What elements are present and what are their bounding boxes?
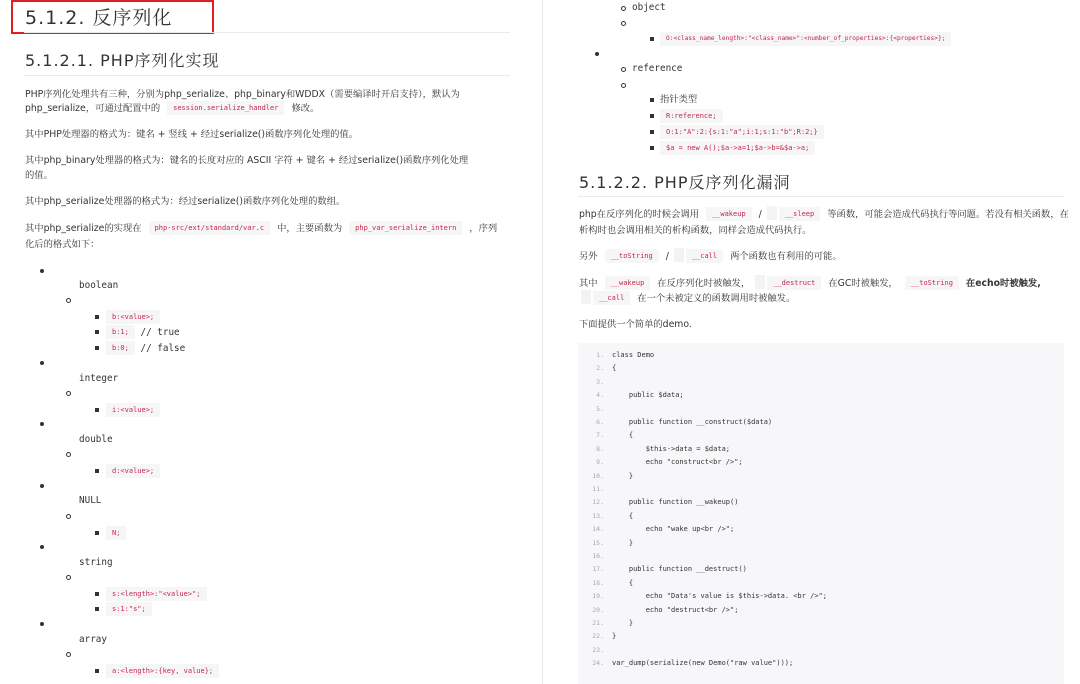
list-bullet bbox=[95, 408, 99, 412]
code-line bbox=[578, 590, 1058, 603]
inline-code-var-c: php-src/ext/standard/var.c bbox=[149, 221, 271, 235]
line-number: 2. bbox=[596, 364, 604, 373]
vuln-text: 在一个未被定义的函数调用时被触发。 bbox=[637, 293, 796, 304]
inline-code-sleep: __sleep bbox=[779, 207, 821, 221]
list-bullet bbox=[40, 269, 44, 273]
code-text: } bbox=[612, 632, 617, 641]
code-line bbox=[578, 443, 1058, 456]
reference-item bbox=[660, 141, 815, 156]
code-text: { bbox=[612, 511, 634, 520]
list-bullet bbox=[650, 37, 654, 41]
code-text: echo "destruct<br />"; bbox=[612, 605, 739, 614]
code-gap bbox=[767, 206, 777, 220]
code-text: echo "construct<br />"; bbox=[612, 458, 743, 467]
php-binary-line-2: 的值。 bbox=[25, 170, 53, 181]
vuln-text: 另外 bbox=[579, 251, 598, 262]
list-bullet bbox=[650, 98, 654, 102]
code-text: public $data; bbox=[612, 391, 684, 400]
code-line bbox=[578, 577, 1058, 590]
list-bullet bbox=[621, 67, 626, 72]
reference-code: R:reference; bbox=[660, 109, 723, 123]
list-bullet bbox=[95, 669, 99, 673]
line-number: 19. bbox=[592, 592, 604, 601]
list-bullet bbox=[95, 315, 99, 319]
impl-text-b: 中，主要函数为 bbox=[277, 223, 343, 234]
subheading-rule bbox=[578, 196, 1064, 197]
vuln-text: 在反序列化时被触发， bbox=[657, 278, 751, 289]
format-item bbox=[106, 464, 160, 479]
list-bullet bbox=[650, 130, 654, 134]
line-number: 22. bbox=[592, 632, 604, 641]
code-line bbox=[578, 483, 1058, 496]
inline-code-serialize-intern: php_var_serialize_intern bbox=[349, 221, 462, 235]
line-number: 5. bbox=[596, 404, 604, 413]
format-comment: // false bbox=[140, 343, 186, 354]
code-line bbox=[578, 644, 1058, 657]
vuln-text: 在echo时被触发, bbox=[965, 278, 1041, 289]
line-number: 1. bbox=[596, 351, 604, 359]
inline-code-wakeup: __wakeup bbox=[706, 207, 752, 221]
line-number: 3. bbox=[596, 377, 604, 386]
format-code: b:<value>; bbox=[106, 310, 160, 324]
format-code: i:<value>; bbox=[106, 403, 160, 417]
vuln-text: 两个函数也有利用的可能。 bbox=[730, 251, 842, 262]
type-reference: reference bbox=[632, 63, 683, 74]
type-double: double bbox=[79, 434, 113, 445]
code-line bbox=[578, 510, 1058, 523]
vuln-text: 在GC时被触发， bbox=[828, 278, 898, 289]
list-bullet bbox=[66, 514, 71, 519]
code-line bbox=[578, 362, 1058, 375]
slash-separator: / bbox=[665, 251, 669, 262]
code-gap bbox=[755, 275, 765, 289]
reference-code: $a = new A();$a->a=1;$a->b=&$a->a; bbox=[660, 141, 815, 155]
line-number: 12. bbox=[592, 498, 604, 507]
vuln-text: 其中 bbox=[579, 278, 598, 289]
list-bullet bbox=[40, 545, 44, 549]
format-code: s:1:"s"; bbox=[106, 602, 152, 616]
code-line bbox=[578, 389, 1058, 402]
line-number: 8. bbox=[596, 444, 604, 453]
format-item bbox=[106, 403, 160, 418]
line-number: 18. bbox=[592, 578, 604, 587]
format-item bbox=[106, 664, 219, 679]
reference-code: O:1:"A":2:{s:1:"a";i:1;s:1:"b";R:2;} bbox=[660, 125, 824, 139]
code-line bbox=[578, 376, 1058, 389]
vuln-para-3-line-2 bbox=[579, 290, 795, 308]
format-item bbox=[106, 587, 207, 602]
format-item bbox=[106, 341, 185, 356]
list-bullet bbox=[621, 21, 626, 26]
list-bullet bbox=[650, 114, 654, 118]
line-number: 6. bbox=[596, 418, 604, 426]
code-line bbox=[578, 403, 1058, 416]
code-line bbox=[578, 550, 1058, 563]
reference-item bbox=[660, 125, 824, 140]
heading-rule bbox=[24, 32, 510, 33]
list-bullet bbox=[95, 346, 99, 350]
list-bullet bbox=[66, 298, 71, 303]
type-array: array bbox=[79, 634, 107, 645]
code-line bbox=[578, 617, 1058, 630]
code-gap bbox=[581, 290, 591, 304]
format-item bbox=[106, 325, 180, 340]
list-bullet bbox=[95, 469, 99, 473]
right-column bbox=[546, 0, 1080, 684]
code-line bbox=[578, 416, 1058, 429]
code-line bbox=[578, 563, 1058, 576]
list-bullet bbox=[95, 592, 99, 596]
code-text: { bbox=[612, 364, 617, 373]
vuln-para-2 bbox=[579, 248, 842, 266]
type-boolean: boolean bbox=[79, 280, 119, 291]
object-format-code: O:<class_name_length>:"<class_name>":<number_of_properties>:{<properties>}; bbox=[660, 32, 951, 46]
demo-code-block bbox=[578, 343, 1064, 684]
type-null: NULL bbox=[79, 495, 102, 506]
list-bullet bbox=[66, 452, 71, 457]
code-line bbox=[578, 349, 1058, 362]
inline-code-destruct: __destruct bbox=[767, 276, 821, 290]
format-item bbox=[106, 310, 160, 325]
inline-code-call: __call bbox=[686, 249, 723, 263]
code-text: echo "Data's value is $this->data. <br />"; bbox=[612, 592, 827, 601]
format-code: b:0; bbox=[106, 341, 135, 355]
vuln-para-1-line-2: 析构时也会调用相关的析构函数，同样会造成代码执行。 bbox=[579, 225, 812, 236]
line-number: 15. bbox=[592, 538, 604, 547]
php-binary-line-1: 其中php_binary处理器的格式为：键名的长度对应的 ASCII 字符 + 键名 + 经过serialize()函数序列化处理 bbox=[25, 155, 469, 166]
code-gap bbox=[674, 248, 684, 262]
list-bullet bbox=[621, 6, 626, 11]
php-serialize-paragraph: 其中php_serialize处理器的格式为：经过serialize()函数序列化处理的数组。 bbox=[25, 196, 346, 207]
list-bullet bbox=[40, 622, 44, 626]
subsection-heading-php-serialization: 5.1.2.1. PHP序列化实现 bbox=[25, 51, 220, 70]
subsection-heading-php-deserialization-vuln: 5.1.2.2. PHP反序列化漏洞 bbox=[579, 173, 791, 192]
code-text: { bbox=[612, 578, 634, 587]
line-number: 21. bbox=[592, 619, 604, 627]
impl-line-2: 化后的格式如下： bbox=[25, 239, 100, 250]
line-number: 16. bbox=[592, 552, 604, 560]
object-format-item bbox=[660, 32, 951, 46]
type-integer: integer bbox=[79, 373, 119, 384]
section-heading-deserialization: 5.1.2. 反序列化 bbox=[25, 7, 173, 29]
inline-code-wakeup: __wakeup bbox=[605, 276, 651, 290]
code-line bbox=[578, 537, 1058, 550]
demo-intro: 下面提供一个简单的demo. bbox=[579, 319, 692, 330]
list-bullet bbox=[40, 361, 44, 365]
line-number: 9. bbox=[596, 458, 604, 467]
type-string: string bbox=[79, 557, 113, 568]
list-bullet bbox=[621, 83, 626, 88]
line-number: 24. bbox=[592, 659, 604, 668]
list-bullet bbox=[650, 146, 654, 150]
code-line bbox=[578, 523, 1058, 536]
format-code: b:1; bbox=[106, 325, 135, 339]
list-bullet bbox=[40, 484, 44, 488]
intro-line-2-a: php_serialize，可通过配置中的 bbox=[25, 103, 161, 114]
php-handler-paragraph: 其中PHP处理器的格式为：键名 + 竖线 + 经过serialize()函数序列化处理的值。 bbox=[25, 129, 359, 140]
line-number: 17. bbox=[592, 565, 604, 574]
slash-separator: / bbox=[758, 209, 762, 220]
line-number: 13. bbox=[592, 511, 604, 520]
code-line bbox=[578, 630, 1058, 643]
list-bullet bbox=[66, 391, 71, 396]
format-code: d:<value>; bbox=[106, 464, 160, 478]
code-line bbox=[578, 657, 1058, 670]
list-bullet bbox=[95, 607, 99, 611]
code-text: echo "wake up<br />"; bbox=[612, 525, 735, 534]
list-bullet bbox=[95, 531, 99, 535]
code-line bbox=[578, 470, 1058, 483]
line-number: 23. bbox=[592, 645, 604, 654]
code-text: $this->data = $data; bbox=[612, 444, 731, 453]
code-text: public function __destruct() bbox=[612, 565, 747, 574]
line-number: 7. bbox=[596, 431, 604, 440]
column-divider bbox=[542, 0, 543, 684]
code-text: public function __wakeup() bbox=[612, 498, 739, 507]
inline-code-tostring: __toString bbox=[605, 249, 659, 263]
list-bullet bbox=[66, 652, 71, 657]
line-number: 14. bbox=[592, 525, 604, 534]
reference-item bbox=[660, 109, 723, 124]
inline-code-serialize-handler: session.serialize_handler bbox=[167, 101, 284, 115]
vuln-text: 等函数，可能会造成代码执行等问题。若没有相关函数，在 bbox=[827, 209, 1069, 220]
list-bullet bbox=[595, 52, 599, 56]
code-line bbox=[578, 604, 1058, 617]
code-text: } bbox=[612, 538, 634, 547]
intro-line-2-b: 修改。 bbox=[291, 103, 320, 114]
type-object: object bbox=[632, 2, 666, 13]
format-comment: // true bbox=[140, 327, 180, 338]
vuln-text: php在反序列化的时候会调用 bbox=[579, 209, 699, 220]
line-number: 11. bbox=[592, 485, 604, 493]
subheading-rule bbox=[24, 75, 510, 76]
reference-item-pointer: 指针类型 bbox=[660, 94, 698, 105]
code-line bbox=[578, 456, 1058, 469]
code-text: } bbox=[612, 471, 634, 480]
code-text: } bbox=[612, 619, 634, 627]
format-item bbox=[106, 602, 152, 617]
format-item bbox=[106, 526, 126, 541]
code-line bbox=[578, 429, 1058, 442]
code-text: public function __construct($data) bbox=[612, 418, 773, 426]
code-line bbox=[578, 496, 1058, 509]
intro-line-2 bbox=[25, 100, 319, 118]
inline-code-call: __call bbox=[593, 291, 630, 305]
code-text: { bbox=[612, 431, 634, 440]
line-number: 4. bbox=[596, 391, 604, 400]
format-code: s:<length>:"<value>"; bbox=[106, 587, 207, 601]
format-code: N; bbox=[106, 526, 126, 540]
format-code: a:<length>:{key, value}; bbox=[106, 664, 219, 678]
intro-line-1: PHP序列化处理共有三种，分别为php_serialize、php_binary和WDDX（需要编译时开启支持），默认为 bbox=[25, 89, 460, 100]
inline-code-tostring: __toString bbox=[905, 276, 959, 290]
impl-text-a: 其中php_serialize的实现在 bbox=[25, 223, 142, 234]
impl-text-c: ，序列 bbox=[469, 223, 498, 234]
line-number: 20. bbox=[592, 605, 604, 614]
code-text: class Demo bbox=[612, 351, 655, 359]
code-text: var_dump(serialize(new Demo("raw value"))); bbox=[612, 659, 794, 668]
list-bullet bbox=[40, 422, 44, 426]
list-bullet bbox=[66, 575, 71, 580]
list-bullet bbox=[95, 330, 99, 334]
line-number: 10. bbox=[592, 471, 604, 480]
